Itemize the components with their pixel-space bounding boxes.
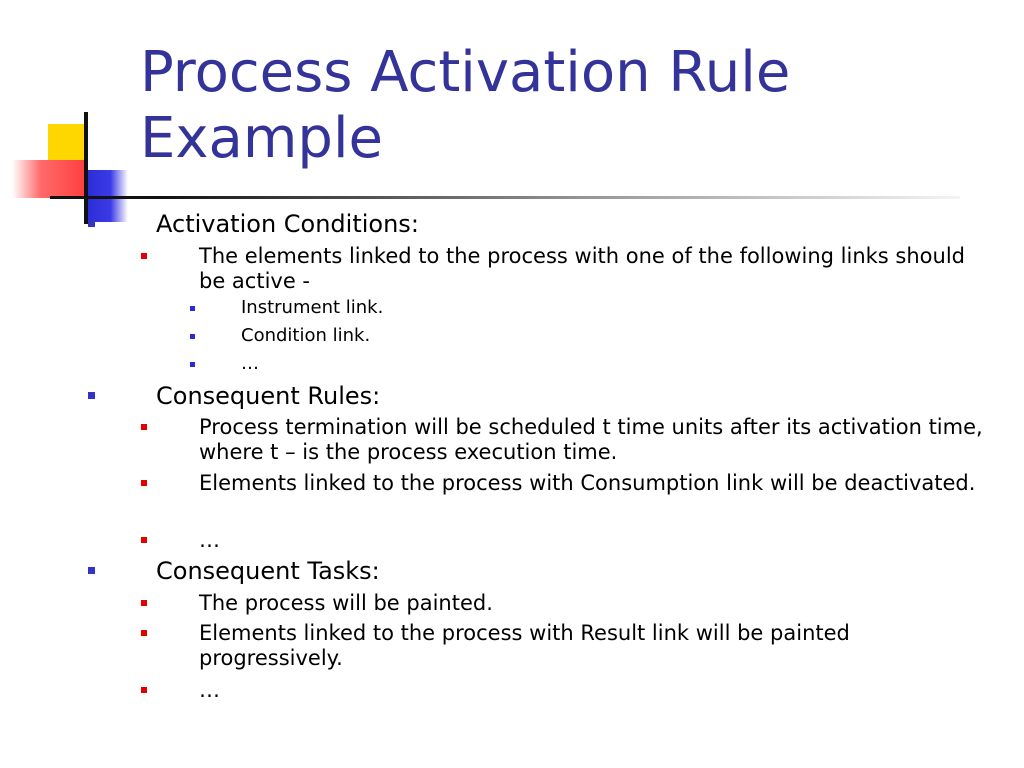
slide-title-line: Process Activation Rule — [140, 40, 791, 105]
horizontal-rule-decoration — [50, 196, 960, 199]
square-bullet-icon — [141, 687, 147, 693]
section-heading-text: Activation Conditions: — [156, 210, 419, 238]
square-bullet-icon — [88, 567, 95, 574]
sub-list-item-text: Condition link. — [241, 325, 371, 346]
yellow-square-decoration — [48, 124, 86, 164]
list-item-text: Elements linked to the process with Result link will be painted progressively. — [199, 621, 850, 670]
list-item-text: Process termination will be scheduled t time units after its activation time, where t – is the process execution time. — [199, 415, 983, 464]
section-heading-text: Consequent Rules: — [156, 382, 381, 410]
square-bullet-icon — [190, 334, 195, 339]
list-item-text: The process will be painted. — [199, 591, 493, 615]
square-bullet-icon — [88, 220, 95, 227]
list-item-text: The elements linked to the process with one of the following links should be active - — [199, 244, 965, 293]
square-bullet-icon — [141, 630, 147, 636]
sub-list-item-text: Instrument link. — [241, 297, 384, 318]
list-item-text: … — [199, 528, 220, 552]
vertical-rule-decoration — [84, 112, 88, 224]
slide-title — [140, 40, 1000, 172]
red-bar-decoration — [12, 160, 84, 198]
sub-list-item-text: … — [241, 353, 259, 374]
square-bullet-icon — [141, 253, 147, 259]
square-bullet-icon — [190, 306, 195, 311]
square-bullet-icon — [190, 362, 195, 367]
slide-title-line: Example — [140, 106, 383, 171]
list-item-text: Elements linked to the process with Consumption link will be deactivated. — [199, 471, 976, 495]
section-heading-text: Consequent Tasks: — [156, 557, 380, 585]
square-bullet-icon — [141, 537, 147, 543]
square-bullet-icon — [141, 480, 147, 486]
square-bullet-icon — [141, 600, 147, 606]
square-bullet-icon — [141, 424, 147, 430]
square-bullet-icon — [88, 392, 95, 399]
list-item-text: … — [199, 678, 220, 702]
